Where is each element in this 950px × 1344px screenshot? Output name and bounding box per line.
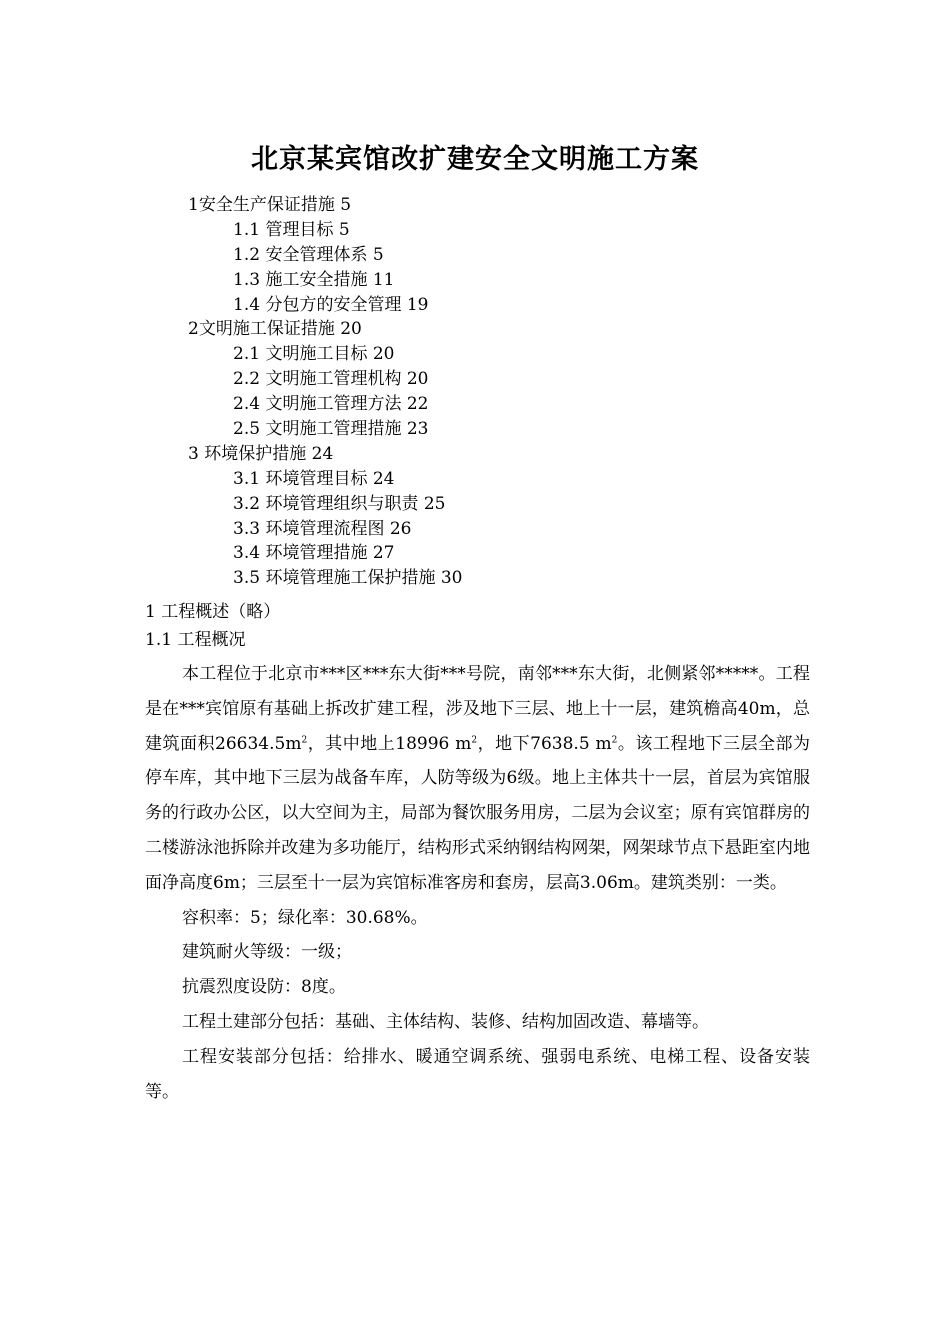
paragraph-text: 本工程位于北京市***区***东大街***号院，南邻***东大街，北侧紧邻*****。工程是在***宾馆原有基础上拆改扩建工程，涉及地下三层、地上十一层，建筑檐高40m，总建筑面积26634.5m: [145, 664, 810, 754]
toc-entry[interactable]: 2.2 文明施工管理机构 20: [233, 369, 429, 390]
paragraph: 建筑耐火等级：一级；: [182, 942, 352, 963]
paragraph: 容积率：5；绿化率：30.68%。: [182, 907, 428, 928]
body-text: [145, 657, 810, 1109]
toc-entry[interactable]: 1.4 分包方的安全管理 19: [233, 294, 429, 315]
toc-entry[interactable]: 1安全生产保证措施 5: [188, 195, 352, 215]
paragraph-text: 。该工程地下三层全部为停车库，其中地下三层为战备车库，人防等级为6级。地上主体共十一层，首层为宾馆服务的行政办公区，以大空间为主，局部为餐饮服务用房，二层为会议室；原有宾馆群房的二楼游泳池拆除并改建为多功能厅，结构形式采纳钢结构网架，网架球节点下悬距室内地面净高度6m；三层至十一层为宾馆标准客房和套房，层高3.06m。建筑类别：一类。: [145, 733, 811, 893]
toc-entry[interactable]: 3.5 环境管理施工保护措施 30: [233, 568, 463, 589]
toc-entry[interactable]: 3.1 环境管理目标 24: [233, 468, 395, 489]
toc-entry[interactable]: 2文明施工保证措施 20: [188, 319, 362, 340]
toc-entry[interactable]: 3.4 环境管理措施 27: [233, 543, 395, 564]
toc-entry[interactable]: 3 环境保护措施 24: [188, 443, 334, 464]
paragraph: 抗震烈度设防：8度。: [182, 977, 346, 998]
table-of-contents: [0, 193, 950, 591]
toc-entry[interactable]: 3.2 环境管理组织与职责 25: [233, 493, 446, 514]
toc-entry[interactable]: 2.1 文明施工目标 20: [233, 344, 395, 365]
subsection-heading: 1.1 工程概况: [145, 630, 246, 650]
paragraph-text: ，地下7638.5 m: [477, 733, 612, 754]
superscript: 2: [301, 734, 308, 745]
superscript: 2: [611, 734, 618, 745]
paragraph: 工程安装部分包括：给排水、暖通空调系统、强弱电系统、电梯工程、设备安装等。: [145, 1046, 810, 1102]
toc-entry[interactable]: 3.3 环境管理流程图 26: [233, 518, 412, 539]
paragraph: 工程土建部分包括：基础、主体结构、装修、结构加固改造、幕墙等。: [182, 1011, 709, 1032]
toc-entry[interactable]: 2.4 文明施工管理方法 22: [233, 394, 429, 415]
paragraph-text: ，其中地上18996 m: [307, 733, 472, 754]
superscript: 2: [471, 734, 478, 745]
toc-entry[interactable]: 1.1 管理目标 5: [233, 219, 350, 240]
toc-entry[interactable]: 2.5 文明施工管理措施 23: [233, 419, 429, 440]
section-heading: 1 工程概述（略）: [145, 602, 281, 622]
toc-entry[interactable]: 1.2 安全管理体系 5: [233, 244, 384, 265]
toc-entry[interactable]: 1.3 施工安全措施 11: [233, 269, 395, 290]
project-overview-paragraph: [145, 657, 810, 901]
document-title: 北京某宾馆改扩建安全文明施工方案: [251, 144, 699, 175]
